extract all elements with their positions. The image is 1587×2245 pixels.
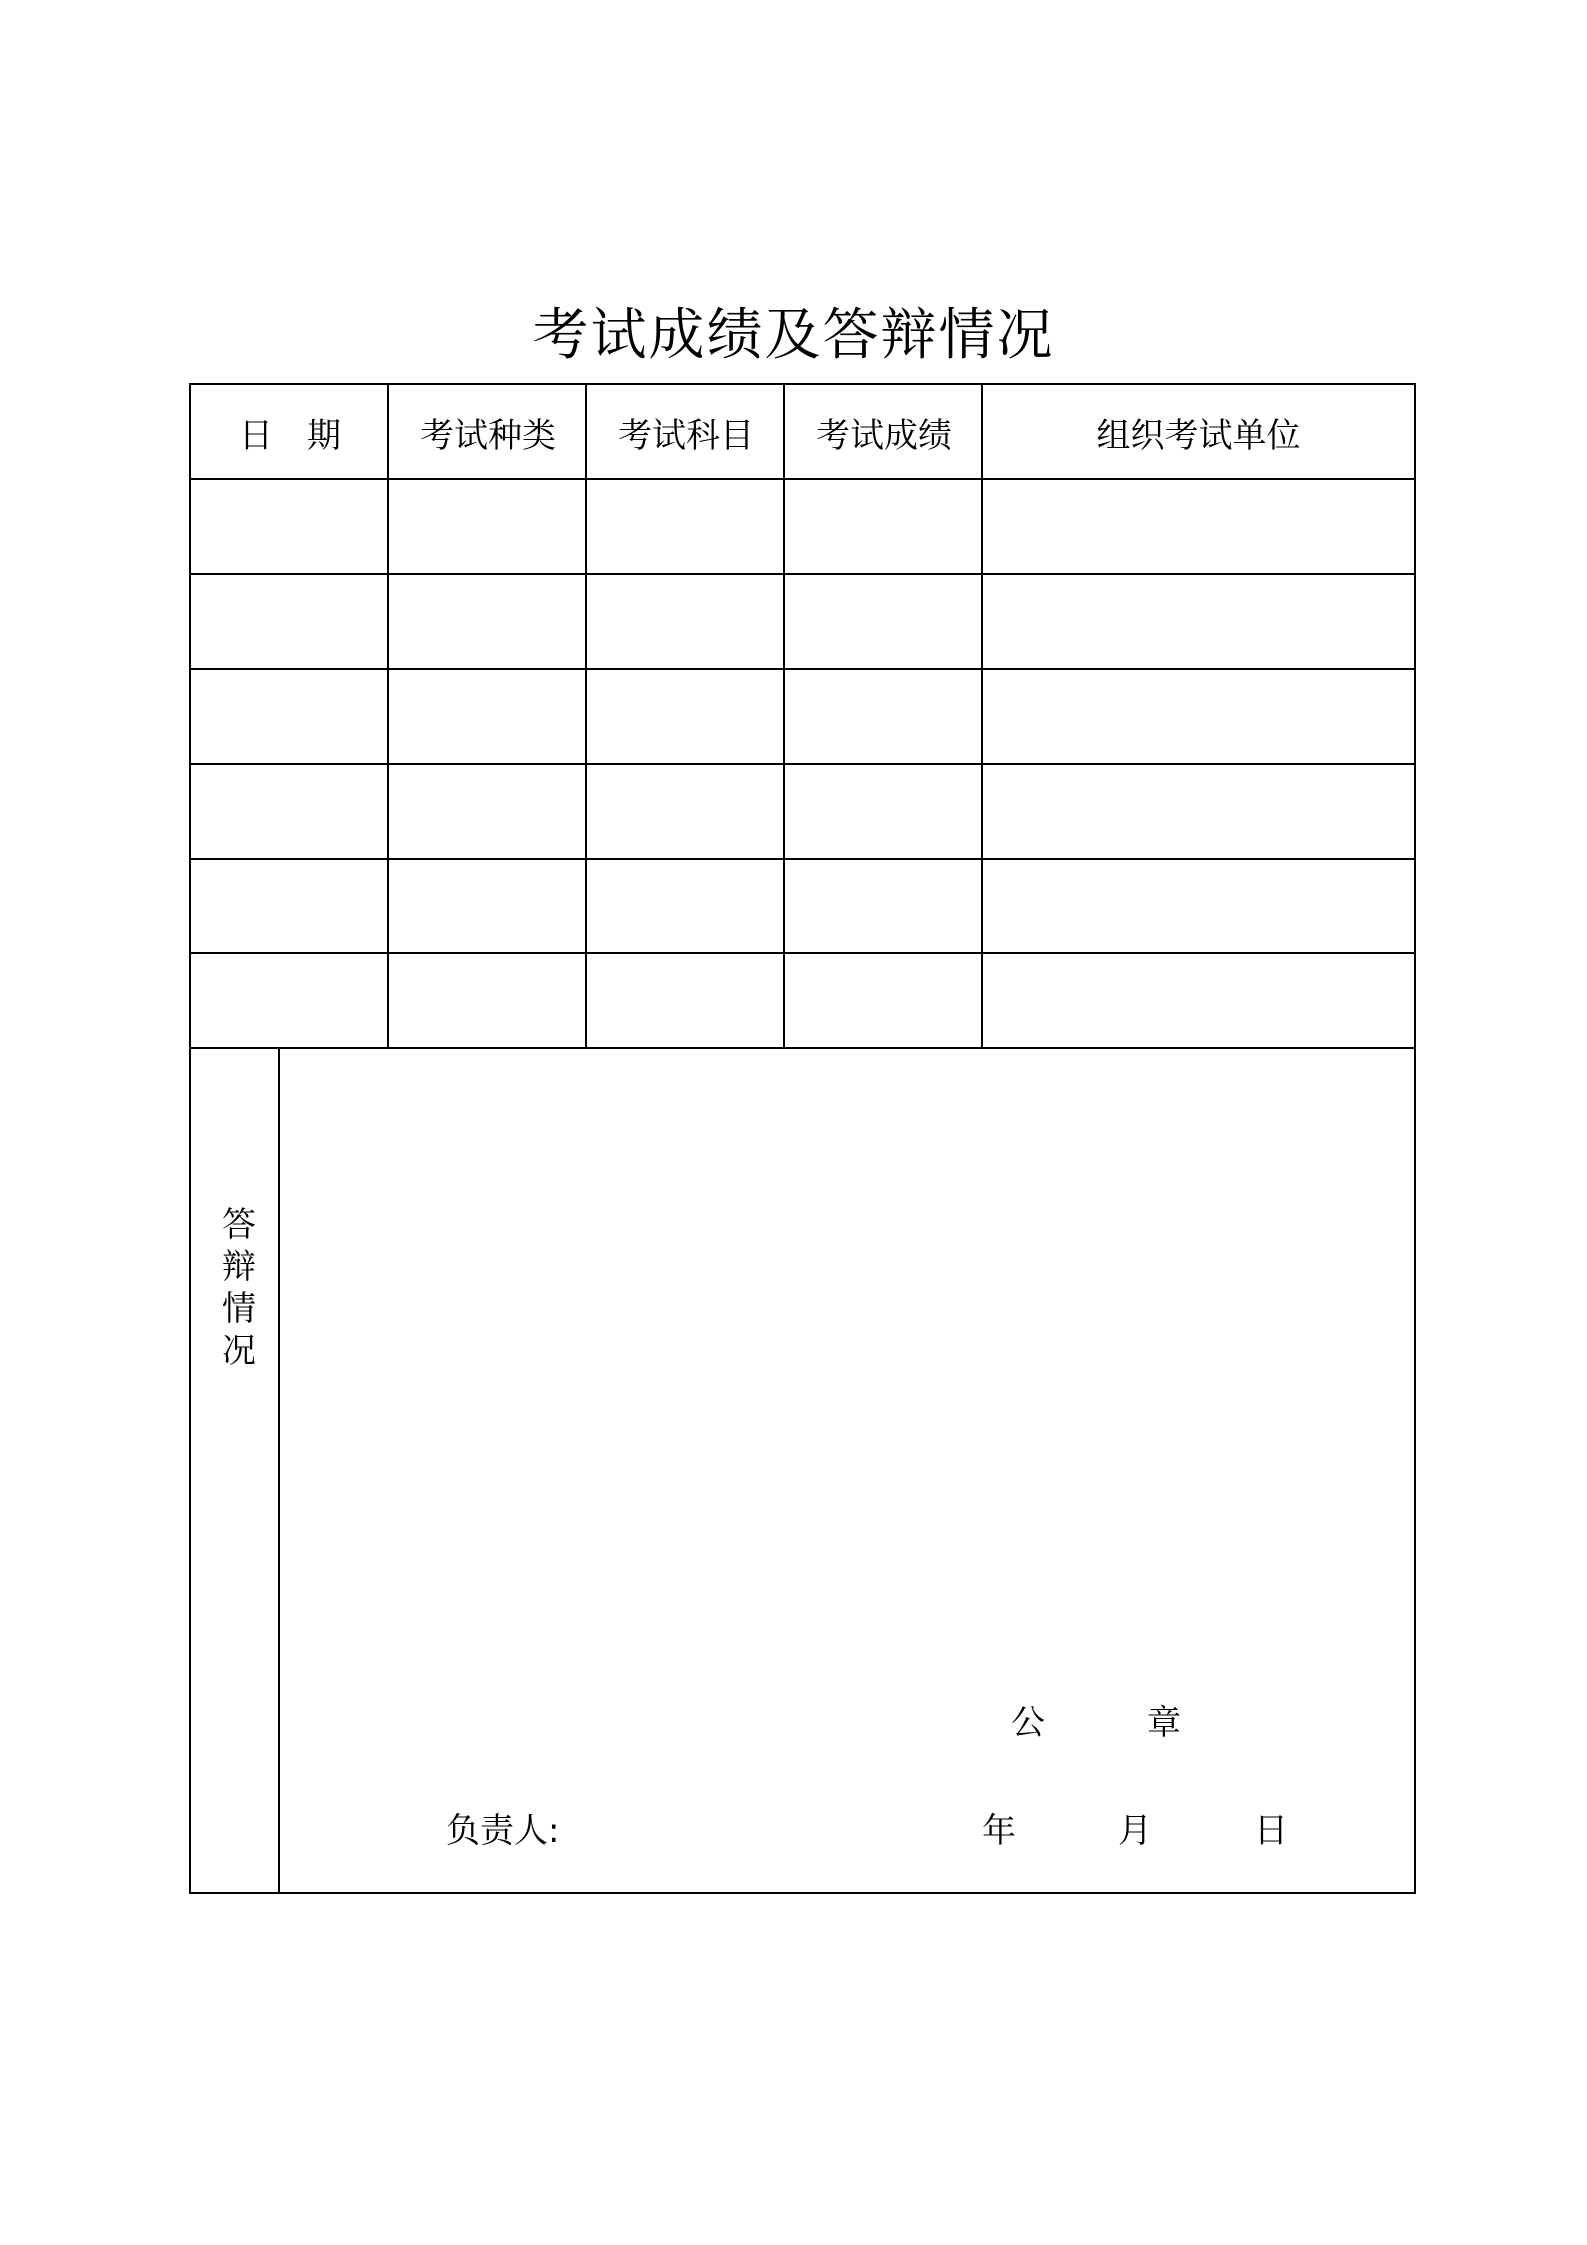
defense-label: 答辩情况 <box>215 1206 256 1374</box>
defense-content-area[interactable] <box>280 1050 1414 1892</box>
table-cell[interactable] <box>389 575 585 668</box>
table-rule <box>191 1047 1414 1049</box>
table-cell[interactable] <box>191 670 387 763</box>
table-cell[interactable] <box>983 575 1414 668</box>
table-cell[interactable] <box>587 954 783 1047</box>
table-cell[interactable] <box>785 480 981 573</box>
table-cell[interactable] <box>587 670 783 763</box>
table-cell[interactable] <box>785 954 981 1047</box>
table-cell[interactable] <box>785 575 981 668</box>
defense-label-cell <box>191 1050 280 1530</box>
header-date: 日 期 <box>239 415 341 456</box>
signature-date-line: 年 月 日 <box>982 1811 1288 1851</box>
table-cell[interactable] <box>587 860 783 952</box>
table-cell[interactable] <box>191 954 387 1047</box>
table-cell[interactable] <box>389 670 585 763</box>
table-cell[interactable] <box>389 765 585 858</box>
official-seal-label: 公 章 <box>1011 1703 1181 1743</box>
table-cell[interactable] <box>983 860 1414 952</box>
header-exam-type: 考试种类 <box>420 415 556 456</box>
responsible-person-label: 负责人: <box>446 1811 560 1851</box>
table-cell[interactable] <box>191 575 387 668</box>
table-cell[interactable] <box>587 575 783 668</box>
header-organizing-unit: 组织考试单位 <box>1096 415 1301 456</box>
table-cell[interactable] <box>983 954 1414 1047</box>
table-cell[interactable] <box>191 480 387 573</box>
document-title: 考试成绩及答辩情况 <box>532 303 1055 368</box>
table-cell[interactable] <box>191 860 387 952</box>
table-cell[interactable] <box>983 765 1414 858</box>
table-cell[interactable] <box>785 765 981 858</box>
table-cell[interactable] <box>785 860 981 952</box>
table-cell[interactable] <box>587 765 783 858</box>
table-cell[interactable] <box>191 765 387 858</box>
table-cell[interactable] <box>587 480 783 573</box>
table-cell[interactable] <box>389 954 585 1047</box>
table-cell[interactable] <box>785 670 981 763</box>
header-exam-score: 考试成绩 <box>816 415 952 456</box>
exam-results-table <box>189 383 1416 1894</box>
table-cell[interactable] <box>389 860 585 952</box>
table-cell[interactable] <box>389 480 585 573</box>
table-cell[interactable] <box>983 670 1414 763</box>
header-exam-subject: 考试科目 <box>618 415 754 456</box>
table-cell[interactable] <box>983 480 1414 573</box>
